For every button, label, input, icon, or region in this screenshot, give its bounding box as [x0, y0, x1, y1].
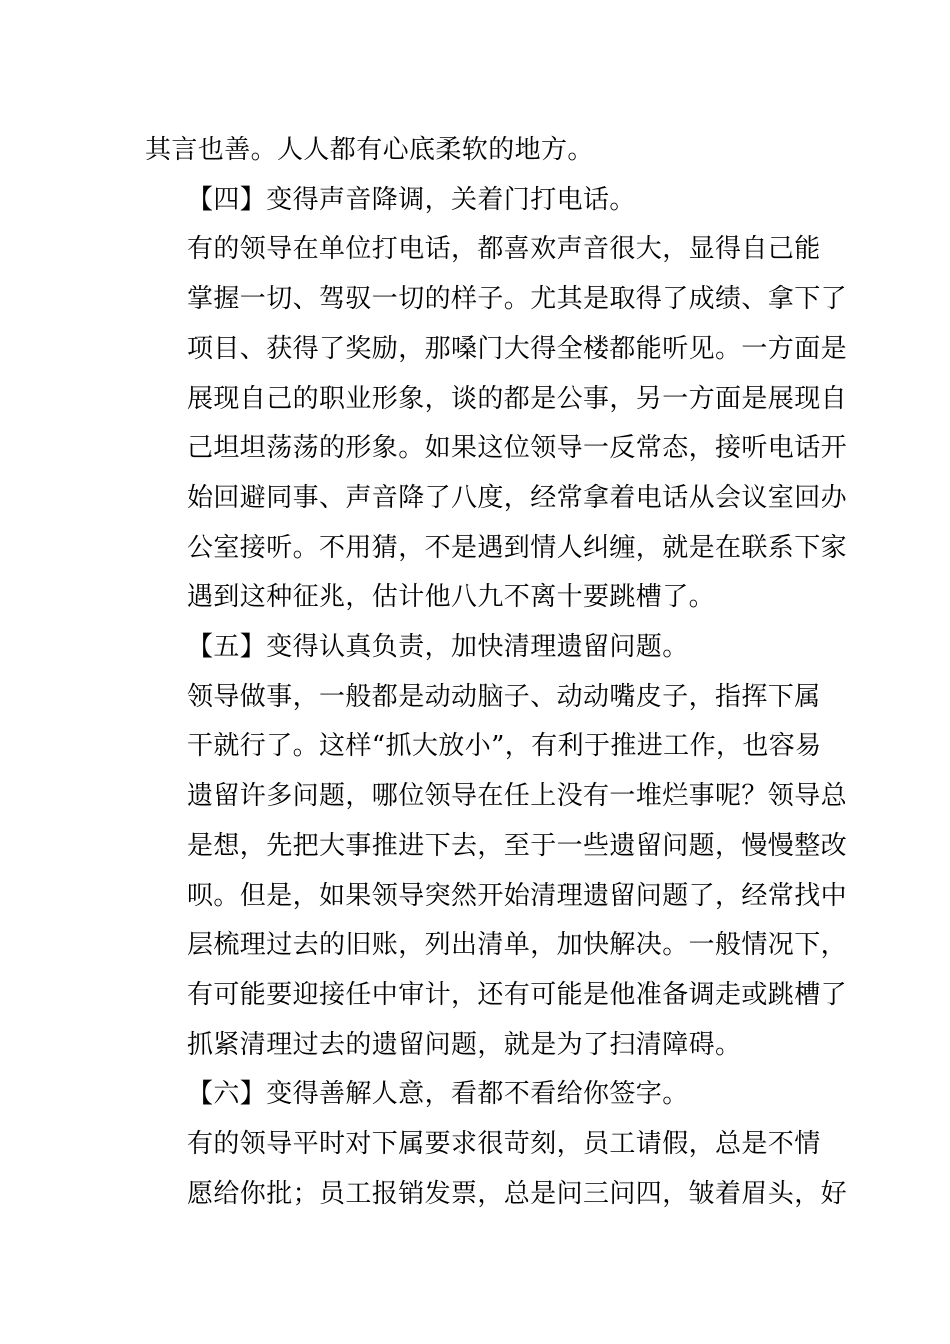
- paragraph: [145, 126, 810, 176]
- text-line: 遗留许多问题，哪位领导在任上没有一堆烂事呢？领导总: [187, 781, 848, 812]
- text-line: 【五】变得认真负责，加快清理遗留问题。: [187, 632, 689, 663]
- text-line: 其言也善。人人都有心底柔软的地方。: [145, 135, 594, 165]
- text-line: 公室接听。不用猜，不是遇到情人纠缠，就是在联系下家: [187, 532, 848, 563]
- text-line: 己坦坦荡荡的形象。如果这位领导一反常态，接听电话开: [187, 433, 848, 464]
- text-line: 展现自己的职业形象，谈的都是公事，另一方面是展现自: [187, 383, 848, 414]
- text-line: 领导做事，一般都是动动脑子、动动嘴皮子，指挥下属: [187, 681, 821, 712]
- text-line: 干就行了。这样“抓大放小”，有利于推进工作，也容易: [187, 731, 822, 762]
- paragraph: [145, 623, 810, 673]
- paragraph: [145, 225, 848, 623]
- paragraph: [145, 1070, 810, 1120]
- text-line: 【四】变得声音降调，关着门打电话。: [187, 184, 636, 215]
- text-line: 【六】变得善解人意，看都不看给你签字。: [187, 1079, 689, 1110]
- text-line: 有的领导在单位打电话，都喜欢声音很大，显得自己能: [187, 234, 821, 265]
- text-line: 是想，先把大事推进下去，至于一些遗留问题，慢慢整改: [187, 830, 848, 861]
- text-line: 始回避同事、声音降了八度，经常拿着电话从会议室回办: [187, 482, 848, 513]
- document-body: [145, 126, 848, 1219]
- text-line: 抓紧清理过去的遗留问题，就是为了扫清障碍。: [187, 1029, 742, 1060]
- paragraph: [145, 1120, 848, 1219]
- text-line: 有的领导平时对下属要求很苛刻，员工请假，总是不情: [187, 1129, 821, 1160]
- text-line: 层梳理过去的旧账，列出清单，加快解决。一般情况下，: [187, 930, 848, 961]
- text-line: 呗。但是，如果领导突然开始清理遗留问题了，经常找中: [187, 880, 848, 911]
- text-line: 项目、获得了奖励，那嗓门大得全楼都能听见。一方面是: [187, 333, 848, 364]
- paragraph: [145, 176, 810, 226]
- paragraph: [145, 673, 848, 1071]
- text-line: 愿给你批；员工报销发票，总是问三问四，皱着眉头，好: [187, 1178, 848, 1209]
- text-line: 有可能要迎接任中审计，还有可能是他准备调走或跳槽了: [187, 979, 848, 1010]
- text-line: 掌握一切、驾驭一切的样子。尤其是取得了成绩、拿下了: [187, 284, 848, 315]
- text-line: 遇到这种征兆，估计他八九不离十要跳槽了。: [187, 582, 716, 613]
